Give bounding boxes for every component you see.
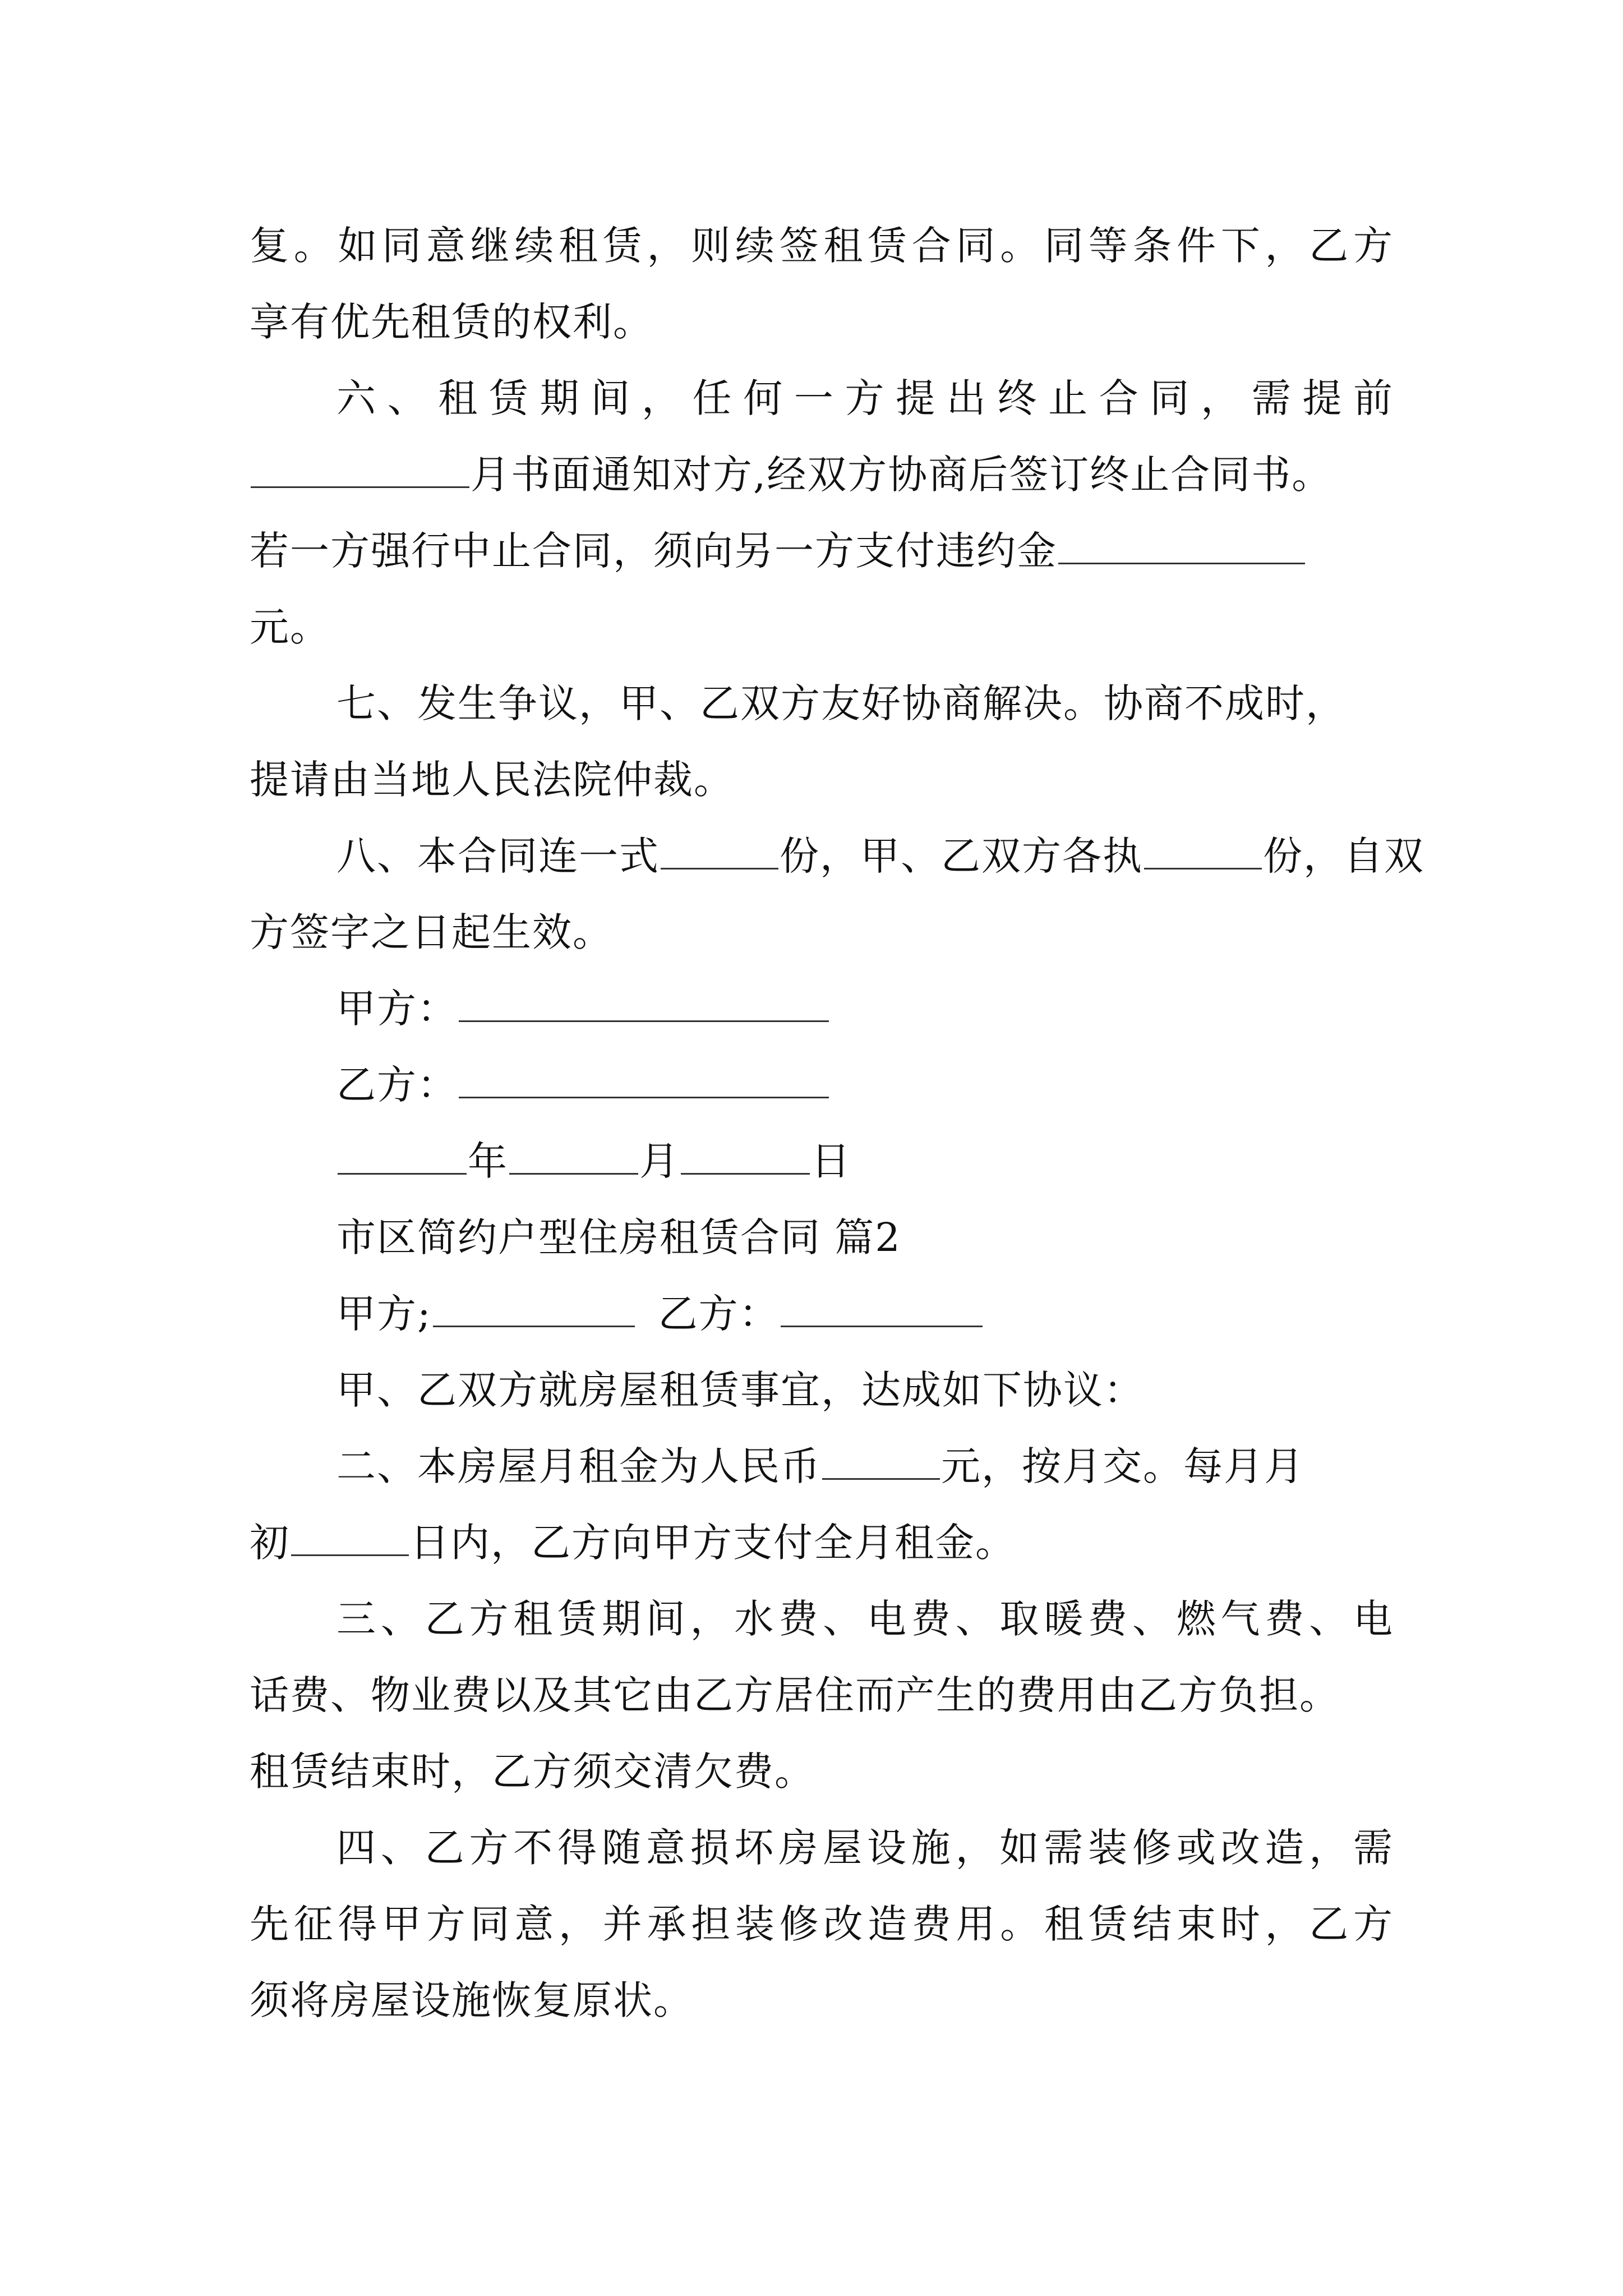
clause-four-line: 四、乙方不得随意损坏房屋设施，如需装修或改造，需: [336, 1825, 1394, 1871]
paragraph-line: 享有优先租赁的权利。: [250, 299, 653, 345]
paragraph-text: 若一方强行中止合同，须向另一方支付违约金: [250, 528, 1057, 574]
clause-four-line: 须将房屋设施恢复原状。: [250, 1977, 694, 2023]
fill-blank-party-b-2[interactable]: [781, 1289, 983, 1327]
fill-blank-penalty[interactable]: [1058, 526, 1305, 564]
section-heading: 市区简约户型住房租赁合同 篇2: [336, 1214, 901, 1260]
fill-blank-party-a[interactable]: [459, 983, 829, 1022]
fill-blank-months[interactable]: [251, 449, 469, 488]
fill-blank-month[interactable]: [509, 1136, 638, 1175]
fill-blank-copies[interactable]: [661, 831, 778, 869]
fill-blank-year[interactable]: [338, 1136, 467, 1175]
fill-blank-day[interactable]: [681, 1136, 810, 1175]
fill-blank-party-a-2[interactable]: [433, 1289, 635, 1327]
clause-six-line: [250, 523, 1394, 579]
fill-blank-party-b[interactable]: [459, 1060, 829, 1098]
paragraph-text: 月书面通知对方,经双方协商后签订终止合同书。: [471, 452, 1332, 498]
clause-three-line: 话费、物业费以及其它由乙方居住而产生的费用由乙方负担。: [250, 1672, 1340, 1718]
fill-blank-each[interactable]: [1144, 831, 1262, 869]
fill-blank-pay-days[interactable]: [291, 1517, 409, 1556]
fill-blank-rent[interactable]: [822, 1441, 940, 1480]
clause-seven-line: 提请由当地人民法院仲裁。: [250, 757, 734, 803]
clause-three-line: 租赁结束时，乙方须交清欠费。: [250, 1749, 815, 1795]
clause-eight-line: 八、本合同连一式 份，甲、乙双方各执 份，自双: [336, 828, 1394, 884]
paragraph-line: 元。: [250, 604, 330, 650]
clause-two-line: 初 日内，乙方向甲方支付全月租金。: [250, 1515, 1394, 1571]
clause-three-line: 三、乙方租赁期间，水费、电费、取暖费、燃气费、电: [336, 1596, 1394, 1642]
clause-seven-line: 七、发生争议，甲、乙双方友好协商解决。协商不成时，: [336, 680, 1346, 726]
clause-two-line: 二、本房屋月租金为人民币 元，按月交。每月月: [336, 1438, 1394, 1494]
date-line: 年 月 日: [336, 1133, 1394, 1189]
party-a-signature: 甲方：: [336, 981, 1394, 1037]
agreement-intro: 甲、乙双方就房屋租赁事宜，达成如下协议：: [336, 1367, 1144, 1413]
party-b-signature: 乙方：: [336, 1057, 1394, 1113]
parties-line: 甲方; 乙方：: [336, 1286, 1394, 1342]
clause-four-line: 先征得甲方同意，并承担装修改造费用。租赁结束时，乙方: [250, 1901, 1394, 1947]
clause-eight-line: 方签字之日起生效。: [250, 909, 613, 955]
clause-six-line: [250, 447, 1394, 503]
clause-six-line: 六、租赁期间，任何一方提出终止合同，需提前: [336, 375, 1394, 421]
paragraph-line: 复。如同意继续租赁，则续签租赁合同。同等条件下，乙方: [250, 223, 1394, 269]
